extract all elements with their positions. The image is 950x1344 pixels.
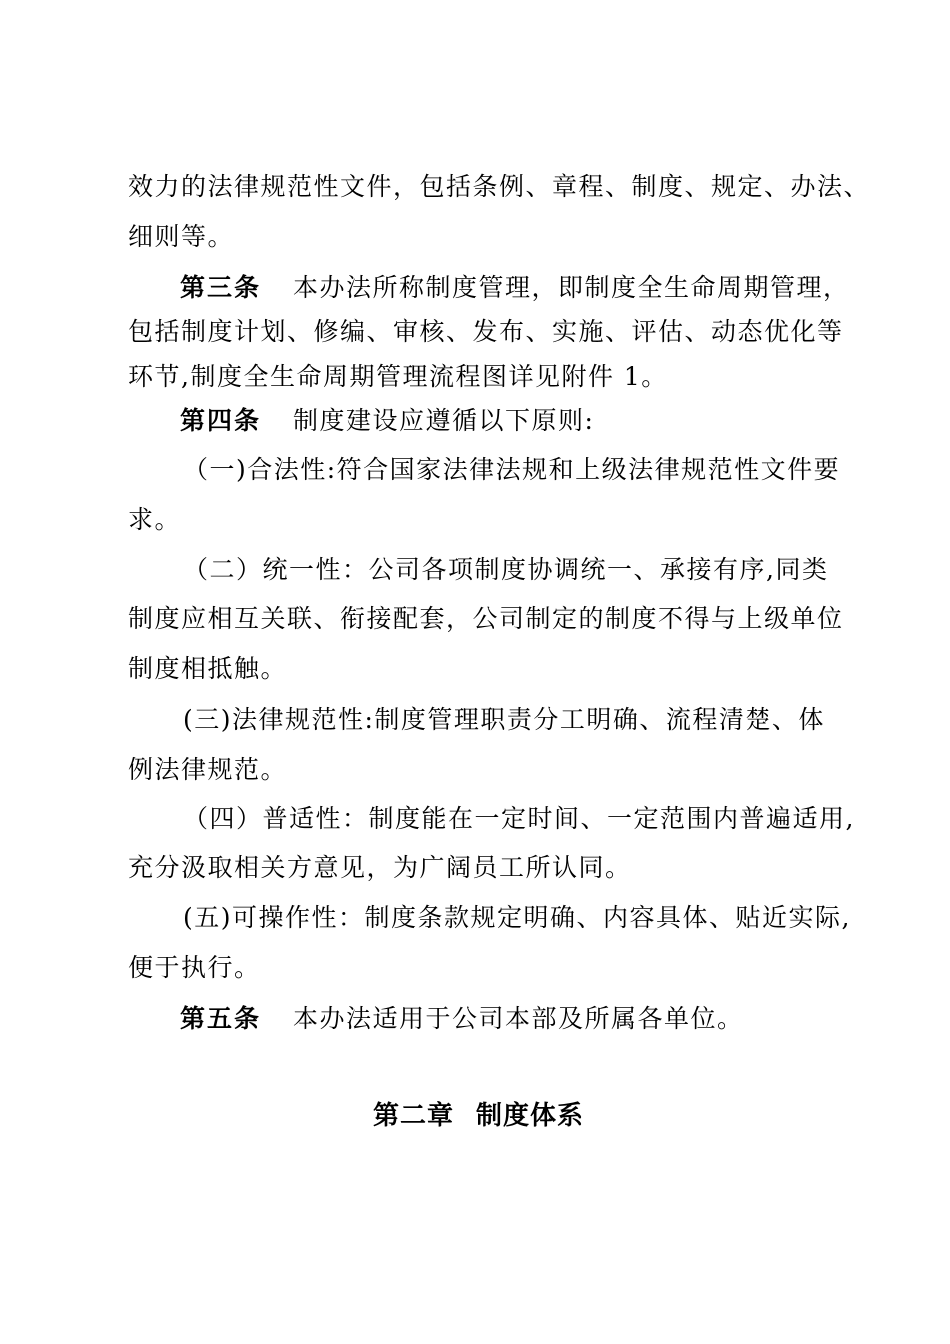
- article-5-title: 第五条: [180, 1004, 262, 1033]
- article-3-text: 本办法所称制度管理，即制度全生命周期管理，: [293, 273, 850, 302]
- article-3-title: 第三条: [180, 273, 262, 302]
- chapter-number: 第二章: [373, 1101, 455, 1131]
- body-line: 例法律规范。: [128, 755, 288, 784]
- article-4-title: 第四条: [180, 406, 262, 435]
- body-line: 环节,制度全生命周期管理流程图详见附件 1。: [128, 362, 668, 391]
- body-line: 便于执行。: [128, 953, 261, 982]
- principle-1: （一)合法性:符合国家法律法规和上级法律规范性文件要: [183, 455, 841, 484]
- principle-3: (三)法律规范性:制度管理职责分工明确、流程清楚、体: [183, 705, 825, 734]
- chapter-title: 制度体系: [476, 1101, 585, 1131]
- article-5: [180, 1002, 744, 1036]
- article-4: [180, 404, 594, 438]
- chapter-heading: [373, 1099, 584, 1133]
- body-line: 求。: [128, 505, 182, 534]
- body-line: 细则等。: [128, 222, 235, 251]
- principle-4: （四）普适性：制度能在一定时间、一定范围内普遍适用,: [183, 804, 855, 833]
- article-3: [180, 271, 850, 305]
- body-line: 效力的法律规范性文件，包括条例、章程、制度、规定、办法、: [128, 172, 871, 201]
- principle-2: （二）统一性：公司各项制度协调统一、承接有序,同类: [183, 555, 829, 584]
- body-line: 充分汲取相关方意见，为广阔员工所认同。: [128, 853, 632, 882]
- article-5-text: 本办法适用于公司本部及所属各单位。: [293, 1004, 744, 1033]
- body-line: 包括制度计划、修编、审核、发布、实施、评估、动态优化等: [128, 317, 844, 346]
- body-line: 制度相抵触。: [128, 654, 288, 683]
- principle-5: (五)可操作性：制度条款规定明确、内容具体、贴近实际,: [183, 903, 851, 932]
- body-line: 制度应相互关联、衔接配套，公司制定的制度不得与上级单位: [128, 604, 844, 633]
- article-4-text: 制度建设应遵循以下原则:: [293, 406, 595, 435]
